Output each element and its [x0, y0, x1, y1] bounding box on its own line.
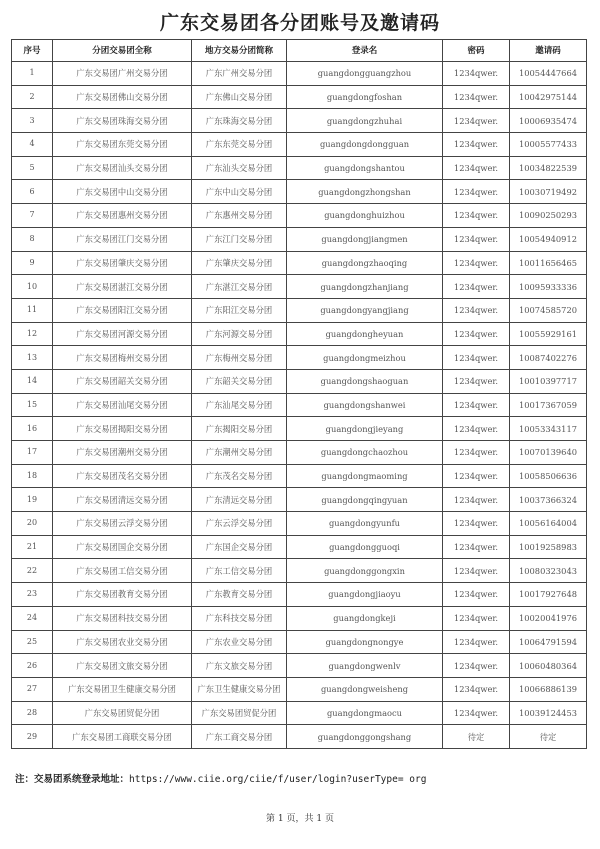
login-name-cell: guangdongmeizhou [287, 346, 443, 370]
table-row [12, 275, 587, 299]
short-name-cell: 广东交易团贸促分团 [192, 701, 287, 725]
table-row [12, 85, 587, 109]
full-name-cell: 广东交易团韶关交易分团 [53, 369, 192, 393]
login-name-cell: guangdongshantou [287, 156, 443, 180]
short-name-cell: 广东佛山交易分团 [192, 85, 287, 109]
short-name-cell: 广东卫生健康交易分团 [192, 677, 287, 701]
full-name-cell: 广东交易团广州交易分团 [53, 62, 192, 86]
row-index: 23 [12, 583, 53, 607]
full-name-cell: 广东交易团潮州交易分团 [53, 441, 192, 465]
password-cell: 1234qwer. [443, 630, 510, 654]
invite-code-cell: 10010397717 [510, 369, 587, 393]
column-header: 邀请码 [510, 40, 587, 62]
login-name-cell: guangdongdongguan [287, 133, 443, 157]
invite-code-cell: 10054940912 [510, 227, 587, 251]
password-cell: 1234qwer. [443, 251, 510, 275]
full-name-cell: 广东交易团东莞交易分团 [53, 133, 192, 157]
table-row [12, 441, 587, 465]
row-index: 22 [12, 559, 53, 583]
password-cell: 1234qwer. [443, 464, 510, 488]
row-index: 10 [12, 275, 53, 299]
invite-code-cell: 10017927648 [510, 583, 587, 607]
invite-code-cell: 10095933336 [510, 275, 587, 299]
password-cell: 1234qwer. [443, 606, 510, 630]
table-row [12, 464, 587, 488]
row-index: 4 [12, 133, 53, 157]
invite-code-cell: 10087402276 [510, 346, 587, 370]
short-name-cell: 广东云浮交易分团 [192, 512, 287, 536]
table-row [12, 725, 587, 749]
table-header [12, 40, 587, 62]
table-row [12, 62, 587, 86]
full-name-cell: 广东交易团揭阳交易分团 [53, 417, 192, 441]
table-row [12, 512, 587, 536]
password-cell: 1234qwer. [443, 417, 510, 441]
short-name-cell: 广东科技交易分团 [192, 606, 287, 630]
table-row [12, 251, 587, 275]
invite-code-cell: 10005577433 [510, 133, 587, 157]
table-row [12, 369, 587, 393]
password-cell: 1234qwer. [443, 677, 510, 701]
row-index: 5 [12, 156, 53, 180]
invite-code-cell: 10056164004 [510, 512, 587, 536]
full-name-cell: 广东交易团卫生健康交易分团 [53, 677, 192, 701]
password-cell: 1234qwer. [443, 701, 510, 725]
row-index: 11 [12, 298, 53, 322]
login-name-cell: guangdongyangjiang [287, 298, 443, 322]
invite-code-cell: 10011656465 [510, 251, 587, 275]
row-index: 19 [12, 488, 53, 512]
row-index: 26 [12, 654, 53, 678]
page-footer: 第 1 页，共 1 页 [266, 814, 334, 824]
row-index: 27 [12, 677, 53, 701]
full-name-cell: 广东交易团贸促分团 [53, 701, 192, 725]
accounts-table [11, 39, 587, 749]
short-name-cell: 广东韶关交易分团 [192, 369, 287, 393]
login-name-cell: guangdongheyuan [287, 322, 443, 346]
login-name-cell: guangdongguangzhou [287, 62, 443, 86]
invite-code-cell: 10058506636 [510, 464, 587, 488]
row-index: 18 [12, 464, 53, 488]
full-name-cell: 广东交易团汕头交易分团 [53, 156, 192, 180]
row-index: 9 [12, 251, 53, 275]
row-index: 1 [12, 62, 53, 86]
table-row [12, 322, 587, 346]
password-cell: 1234qwer. [443, 227, 510, 251]
invite-code-cell: 10039124453 [510, 701, 587, 725]
full-name-cell: 广东交易团佛山交易分团 [53, 85, 192, 109]
full-name-cell: 广东交易团茂名交易分团 [53, 464, 192, 488]
login-name-cell: guangdonghuizhou [287, 204, 443, 228]
invite-code-cell: 10042975144 [510, 85, 587, 109]
password-cell: 1234qwer. [443, 133, 510, 157]
row-index: 17 [12, 441, 53, 465]
password-cell: 1234qwer. [443, 393, 510, 417]
login-name-cell: guangdongyunfu [287, 512, 443, 536]
row-index: 13 [12, 346, 53, 370]
short-name-cell: 广东汕尾交易分团 [192, 393, 287, 417]
short-name-cell: 广东文旅交易分团 [192, 654, 287, 678]
invite-code-cell: 10037366324 [510, 488, 587, 512]
login-name-cell: guangdongfoshan [287, 85, 443, 109]
invite-code-cell: 10060480364 [510, 654, 587, 678]
full-name-cell: 广东交易团清远交易分团 [53, 488, 192, 512]
short-name-cell: 广东广州交易分团 [192, 62, 287, 86]
row-index: 14 [12, 369, 53, 393]
invite-code-cell: 10066886139 [510, 677, 587, 701]
column-header: 序号 [12, 40, 53, 62]
login-name-cell: guangdongguoqi [287, 535, 443, 559]
table-row [12, 346, 587, 370]
login-name-cell: guangdongzhanjiang [287, 275, 443, 299]
full-name-cell: 广东交易团湛江交易分团 [53, 275, 192, 299]
table-row [12, 535, 587, 559]
full-name-cell: 广东交易团工商联交易分团 [53, 725, 192, 749]
full-name-cell: 广东交易团河源交易分团 [53, 322, 192, 346]
table-row [12, 559, 587, 583]
password-cell: 1234qwer. [443, 275, 510, 299]
short-name-cell: 广东工信交易分团 [192, 559, 287, 583]
login-name-cell: guangdongjiangmen [287, 227, 443, 251]
full-name-cell: 广东交易团汕尾交易分团 [53, 393, 192, 417]
password-cell: 1234qwer. [443, 204, 510, 228]
invite-code-cell: 10080323043 [510, 559, 587, 583]
login-name-cell: guangdongshanwei [287, 393, 443, 417]
row-index: 28 [12, 701, 53, 725]
invite-code-cell: 10070139640 [510, 441, 587, 465]
password-cell: 1234qwer. [443, 180, 510, 204]
invite-code-cell: 10074585720 [510, 298, 587, 322]
row-index: 29 [12, 725, 53, 749]
row-index: 2 [12, 85, 53, 109]
table-row [12, 417, 587, 441]
table-row [12, 156, 587, 180]
table-row [12, 133, 587, 157]
short-name-cell: 广东珠海交易分团 [192, 109, 287, 133]
login-name-cell: guangdongzhongshan [287, 180, 443, 204]
short-name-cell: 广东茂名交易分团 [192, 464, 287, 488]
short-name-cell: 广东河源交易分团 [192, 322, 287, 346]
table-row [12, 227, 587, 251]
invite-code-cell: 10053343117 [510, 417, 587, 441]
full-name-cell: 广东交易团阳江交易分团 [53, 298, 192, 322]
short-name-cell: 广东教育交易分团 [192, 583, 287, 607]
login-name-cell: guangdongnongye [287, 630, 443, 654]
login-name-cell: guangdongweisheng [287, 677, 443, 701]
table-row [12, 630, 587, 654]
row-index: 20 [12, 512, 53, 536]
note-label: 注：交易团系统登录地址： [15, 774, 130, 785]
row-index: 3 [12, 109, 53, 133]
full-name-cell: 广东交易团江门交易分团 [53, 227, 192, 251]
login-name-cell: guangdonggongxin [287, 559, 443, 583]
login-name-cell: guangdongmaoming [287, 464, 443, 488]
login-name-cell: guangdongjieyang [287, 417, 443, 441]
short-name-cell: 广东国企交易分团 [192, 535, 287, 559]
column-header: 登录名 [287, 40, 443, 62]
row-index: 25 [12, 630, 53, 654]
invite-code-cell: 10019258983 [510, 535, 587, 559]
password-cell: 1234qwer. [443, 441, 510, 465]
row-index: 16 [12, 417, 53, 441]
password-cell: 待定 [443, 725, 510, 749]
full-name-cell: 广东交易团科技交易分团 [53, 606, 192, 630]
short-name-cell: 广东湛江交易分团 [192, 275, 287, 299]
short-name-cell: 广东阳江交易分团 [192, 298, 287, 322]
full-name-cell: 广东交易团珠海交易分团 [53, 109, 192, 133]
login-name-cell: guangdongzhuhai [287, 109, 443, 133]
full-name-cell: 广东交易团农业交易分团 [53, 630, 192, 654]
full-name-cell: 广东交易团教育交易分团 [53, 583, 192, 607]
short-name-cell: 广东中山交易分团 [192, 180, 287, 204]
invite-code-cell: 10054447664 [510, 62, 587, 86]
full-name-cell: 广东交易团中山交易分团 [53, 180, 192, 204]
short-name-cell: 广东农业交易分团 [192, 630, 287, 654]
login-url-link[interactable]: https://www.ciie.org/ciie/f/user/login?userType= org [129, 774, 427, 785]
row-index: 21 [12, 535, 53, 559]
password-cell: 1234qwer. [443, 654, 510, 678]
password-cell: 1234qwer. [443, 322, 510, 346]
short-name-cell: 广东东莞交易分团 [192, 133, 287, 157]
invite-code-cell: 10017367059 [510, 393, 587, 417]
row-index: 15 [12, 393, 53, 417]
short-name-cell: 广东揭阳交易分团 [192, 417, 287, 441]
full-name-cell: 广东交易团国企交易分团 [53, 535, 192, 559]
column-header: 地方交易分团简称 [192, 40, 287, 62]
row-index: 7 [12, 204, 53, 228]
table-row [12, 606, 587, 630]
full-name-cell: 广东交易团云浮交易分团 [53, 512, 192, 536]
table-row [12, 654, 587, 678]
login-name-cell: guangdongqingyuan [287, 488, 443, 512]
login-name-cell: guangdongchaozhou [287, 441, 443, 465]
login-note [15, 771, 426, 785]
short-name-cell: 广东汕头交易分团 [192, 156, 287, 180]
full-name-cell: 广东交易团工信交易分团 [53, 559, 192, 583]
table-row [12, 180, 587, 204]
invite-code-cell: 10064791594 [510, 630, 587, 654]
short-name-cell: 广东潮州交易分团 [192, 441, 287, 465]
invite-code-cell: 10055929161 [510, 322, 587, 346]
invite-code-cell: 10006935474 [510, 109, 587, 133]
password-cell: 1234qwer. [443, 156, 510, 180]
short-name-cell: 广东清远交易分团 [192, 488, 287, 512]
table-row [12, 583, 587, 607]
short-name-cell: 广东工商交易分团 [192, 725, 287, 749]
short-name-cell: 广东梅州交易分团 [192, 346, 287, 370]
login-name-cell: guangdongzhaoqing [287, 251, 443, 275]
full-name-cell: 广东交易团梅州交易分团 [53, 346, 192, 370]
full-name-cell: 广东交易团惠州交易分团 [53, 204, 192, 228]
password-cell: 1234qwer. [443, 369, 510, 393]
row-index: 24 [12, 606, 53, 630]
login-name-cell: guangdonggongshang [287, 725, 443, 749]
password-cell: 1234qwer. [443, 109, 510, 133]
full-name-cell: 广东交易团肇庆交易分团 [53, 251, 192, 275]
table-body [12, 62, 587, 749]
row-index: 8 [12, 227, 53, 251]
login-name-cell: guangdongjiaoyu [287, 583, 443, 607]
table-row [12, 488, 587, 512]
password-cell: 1234qwer. [443, 535, 510, 559]
header-row [12, 40, 587, 62]
row-index: 12 [12, 322, 53, 346]
short-name-cell: 广东肇庆交易分团 [192, 251, 287, 275]
row-index: 6 [12, 180, 53, 204]
password-cell: 1234qwer. [443, 346, 510, 370]
invite-code-cell: 待定 [510, 725, 587, 749]
password-cell: 1234qwer. [443, 583, 510, 607]
password-cell: 1234qwer. [443, 85, 510, 109]
full-name-cell: 广东交易团文旅交易分团 [53, 654, 192, 678]
table-row [12, 204, 587, 228]
login-name-cell: guangdongkeji [287, 606, 443, 630]
table-row [12, 298, 587, 322]
table-row [12, 677, 587, 701]
column-header: 密码 [443, 40, 510, 62]
password-cell: 1234qwer. [443, 298, 510, 322]
login-name-cell: guangdongwenlv [287, 654, 443, 678]
column-header: 分团交易团全称 [53, 40, 192, 62]
short-name-cell: 广东惠州交易分团 [192, 204, 287, 228]
password-cell: 1234qwer. [443, 488, 510, 512]
login-name-cell: guangdongmaocu [287, 701, 443, 725]
table-row [12, 393, 587, 417]
invite-code-cell: 10090250293 [510, 204, 587, 228]
login-name-cell: guangdongshaoguan [287, 369, 443, 393]
table-row [12, 701, 587, 725]
page-title: 广东交易团各分团账号及邀请码 [159, 12, 440, 34]
password-cell: 1234qwer. [443, 62, 510, 86]
invite-code-cell: 10030719492 [510, 180, 587, 204]
table-row [12, 109, 587, 133]
invite-code-cell: 10020041976 [510, 606, 587, 630]
invite-code-cell: 10034822539 [510, 156, 587, 180]
short-name-cell: 广东江门交易分团 [192, 227, 287, 251]
password-cell: 1234qwer. [443, 512, 510, 536]
password-cell: 1234qwer. [443, 559, 510, 583]
